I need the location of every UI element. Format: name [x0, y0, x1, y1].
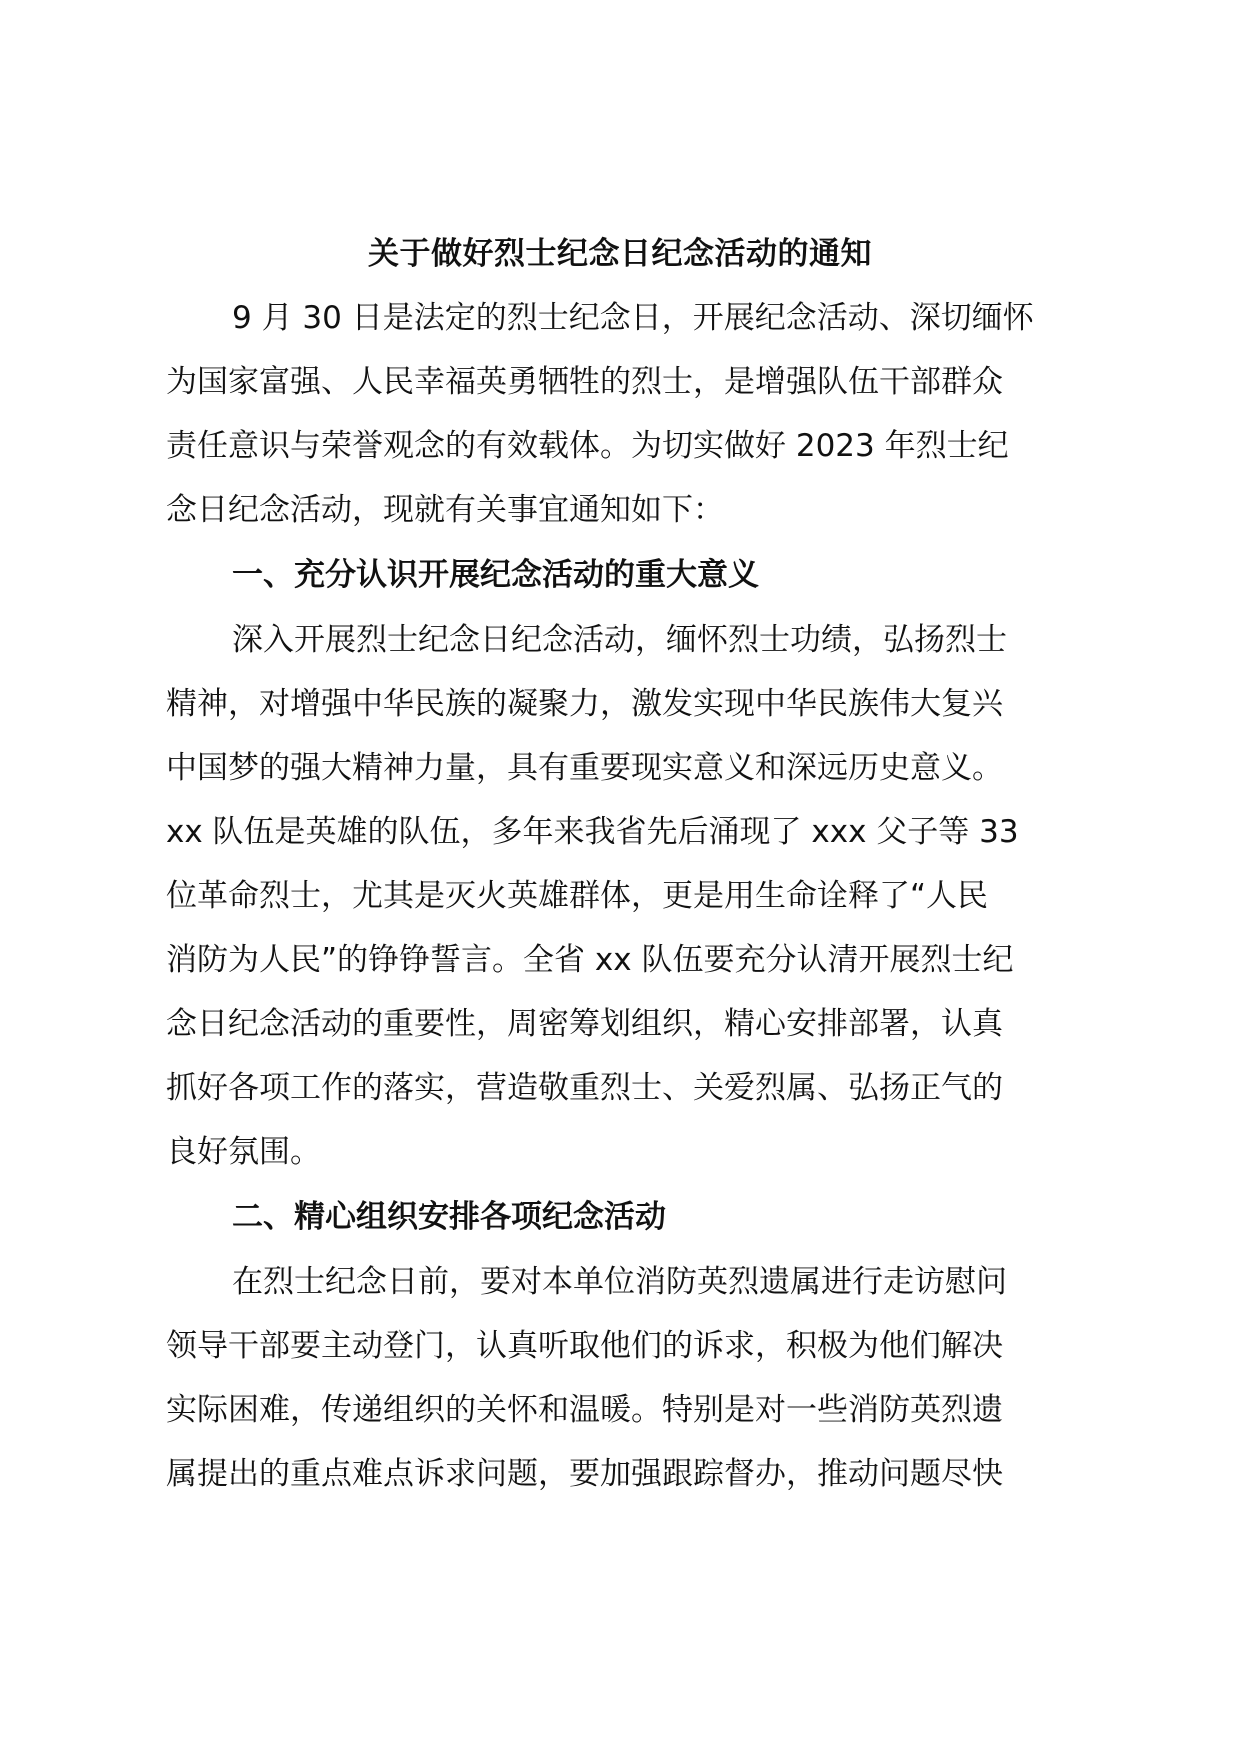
document-title: 关于做好烈士纪念日纪念活动的通知	[368, 236, 872, 272]
body-line: 责任意识与荣誉观念的有效载体。为切实做好 2023 年烈士纪	[166, 428, 1009, 464]
section-heading-1: 一、充分认识开展纪念活动的重大意义	[232, 557, 759, 593]
body-line: 中国梦的强大精神力量，具有重要现实意义和深远历史意义。	[166, 750, 1003, 786]
body-line: 抓好各项工作的落实，营造敬重烈士、关爱烈属、弘扬正气的	[166, 1070, 1003, 1106]
section-heading-2: 二、精心组织安排各项纪念活动	[232, 1199, 666, 1235]
body-line: 实际困难，传递组织的关怀和温暖。特别是对一些消防英烈遗	[166, 1392, 1003, 1428]
body-line: 9 月 30 日是法定的烈士纪念日，开展纪念活动、深切缅怀	[232, 300, 1034, 336]
body-line: 精神，对增强中华民族的凝聚力，激发实现中华民族伟大复兴	[166, 686, 1003, 722]
body-line: 在烈士纪念日前，要对本单位消防英烈遗属进行走访慰问	[232, 1264, 1007, 1300]
body-line: 念日纪念活动，现就有关事宜通知如下：	[166, 492, 724, 528]
body-line: 良好氛围。	[166, 1134, 321, 1170]
body-line: 属提出的重点难点诉求问题，要加强跟踪督办，推动问题尽快	[166, 1456, 1003, 1492]
body-line: 领导干部要主动登门，认真听取他们的诉求，积极为他们解决	[166, 1328, 1003, 1364]
body-line: 深入开展烈士纪念日纪念活动，缅怀烈士功绩，弘扬烈士	[232, 622, 1007, 658]
body-line: 为国家富强、人民幸福英勇牺牲的烈士，是增强队伍干部群众	[166, 364, 1003, 400]
body-line: 位革命烈士，尤其是灭火英雄群体，更是用生命诠释了“人民	[166, 878, 989, 914]
body-line: 念日纪念活动的重要性，周密筹划组织，精心安排部署，认真	[166, 1006, 1003, 1042]
body-line: 消防为人民”的铮铮誓言。全省 xx 队伍要充分认清开展烈士纪	[166, 942, 1014, 978]
body-line: xx 队伍是英雄的队伍，多年来我省先后涌现了 xxx 父子等 33	[166, 814, 1019, 850]
